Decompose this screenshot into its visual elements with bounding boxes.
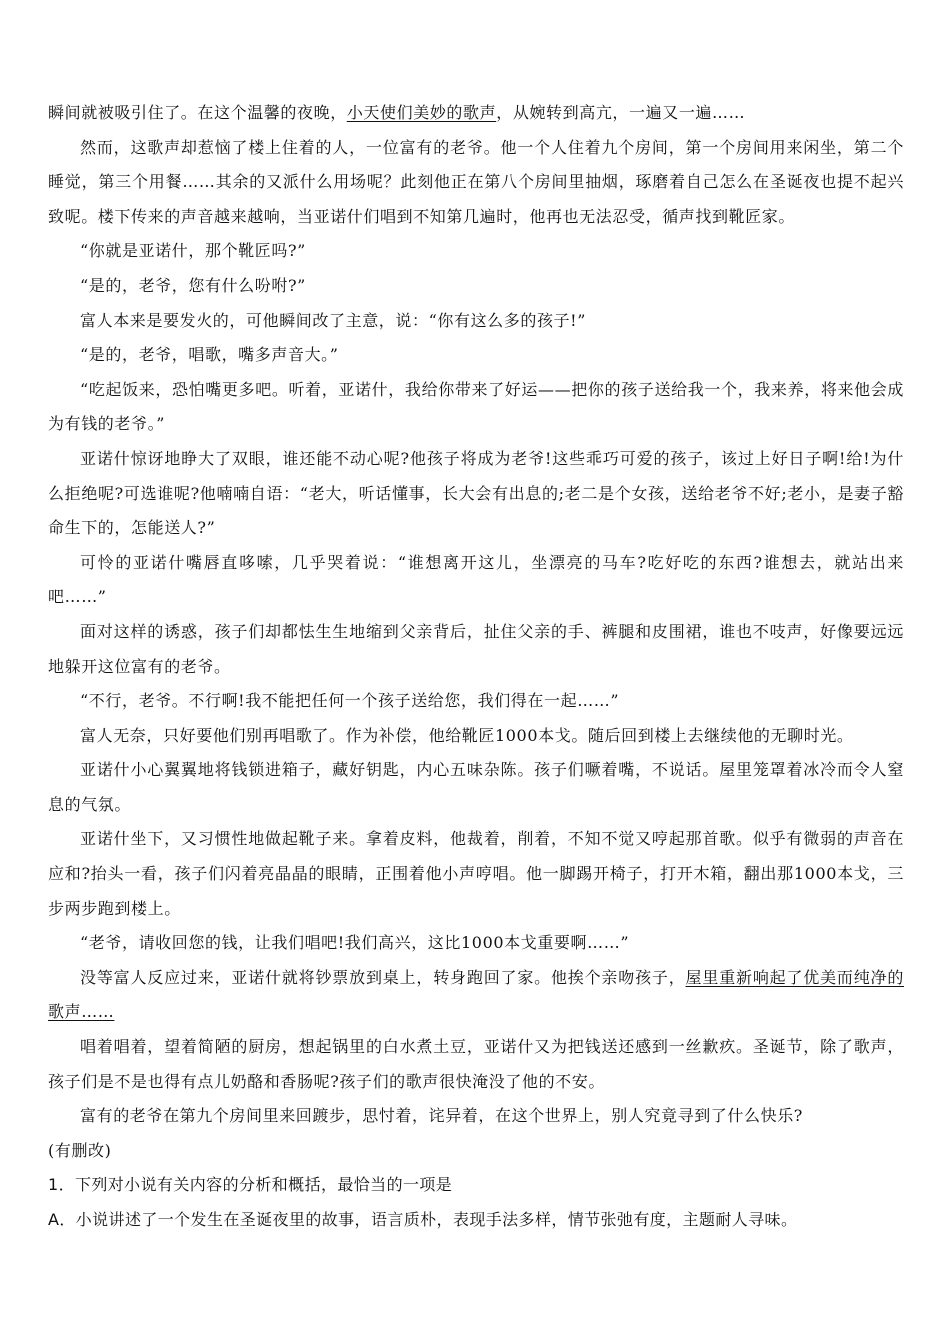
paragraph-11: “不行，老爷。不行啊!我不能把任何一个孩子送给您，我们得在一起……” (80, 691, 620, 711)
paragraph-2: 然而，这歌声却惹恼了楼上住着的人，一位富有的老爷。他一个人住着九个房间，第一个房间用来闲坐，第二个睡觉，第三个用餐……其余的又派什么用场呢？此刻他正在第八个房间里抽烟，琢磨着自己怎么在圣诞夜也提不起兴致呢。楼下传来的声音越来越响，当亚诺什们唱到不知第几遍时，他再也无法忍受，循声找到靴匠家。 (48, 137, 904, 226)
paragraph-1-text-end: ，从婉转到高亢，一遍又一遍…… (496, 103, 746, 122)
underlined-phrase-singing-again: 屋里重新响起了优美而纯净的歌声…… (48, 967, 904, 1022)
underlined-phrase-angels-singing: 小天使们美妙的歌声 (346, 103, 497, 122)
paragraph-14: 亚诺什坐下，又习惯性地做起靴子来。拿着皮料，他裁着，削着，不知不觉又哼起那首歌。似乎有微弱的声音在应和?抬头一看，孩子们闪着亮晶晶的眼睛，正围着他小声哼唱。他一脚踢开椅子，打开木箱，翻出那1000本戈，三步两步跑到楼上。 (48, 829, 904, 918)
paragraph-9: 可怜的亚诺什嘴唇直哆嗦，几乎哭着说：“谁想离开这儿，坐漂亮的马车?吃好吃的东西?谁想去，就站出来吧……” (48, 552, 904, 607)
passage-body (48, 96, 904, 1238)
paragraph-8: 亚诺什惊讶地睁大了双眼，谁还能不动心呢?他孩子将成为老爷!这些乖巧可爱的孩子，该过上好日子啊!给!为什么拒绝呢?可选谁呢?他喃喃自语：“老大，听话懂事，长大会有出息的;老二是个女孩，送给老爷不好;老小，是妻子豁命生下的，怎能送人?” (48, 448, 904, 538)
paragraph-16 (48, 961, 904, 1030)
paragraph-16-text: 没等富人反应过来，亚诺什就将钞票放到桌上，转身跑回了家。他挨个亲吻孩子， (80, 967, 686, 987)
paragraph-6: “是的，老爷，唱歌，嘴多声音大。” (80, 345, 339, 365)
paragraph-15: “老爷，请收回您的钱，让我们唱吧!我们高兴，这比1000本戈重要啊……” (80, 933, 630, 953)
paragraph-1 (48, 96, 904, 131)
paragraph-5: 富人本来是要发火的，可他瞬间改了主意，说：“你有这么多的孩子!” (80, 310, 586, 330)
paragraph-17: 唱着唱着，望着简陋的厨房，想起锅里的白水煮土豆，亚诺什又为把钱送还感到一丝歉疚。圣诞节，除了歌声，孩子们是不是也得有点儿奶酪和香肠呢?孩子们的歌声很快淹没了他的不安。 (48, 1037, 904, 1091)
paragraph-13: 亚诺什小心翼翼地将钱锁进箱子，藏好钥匙，内心五味杂陈。孩子们噘着嘴，不说话。屋里笼罩着冰冷而令人窒息的气氛。 (48, 760, 904, 814)
paragraph-3: “你就是亚诺什，那个靴匠吗?” (80, 241, 306, 261)
question-1-stem: 1．下列对小说有关内容的分析和概括，最恰当的一项是 (48, 1175, 453, 1195)
paragraph-10: 面对这样的诱惑，孩子们却都怯生生地缩到父亲背后，扯住父亲的手、裤腿和皮围裙，谁也不吱声，好像要远远地躲开这位富有的老爷。 (48, 621, 904, 676)
paragraph-18: 富有的老爷在第九个房间里来回踱步，思忖着，诧异着，在这个世界上，别人究竟寻到了什么快乐? (80, 1106, 803, 1126)
source-note: (有删改) (48, 1140, 112, 1160)
paragraph-1-text: 瞬间就被吸引住了。在这个温馨的夜晚， (48, 103, 347, 122)
question-1-option-a: A．小说讲述了一个发生在圣诞夜里的故事，语言质朴，表现手法多样，情节张弛有度，主题耐人寻味。 (48, 1210, 798, 1229)
paragraph-12: 富人无奈，只好要他们别再唱歌了。作为补偿，他给靴匠1000本戈。随后回到楼上去继续他的无聊时光。 (80, 725, 854, 745)
paragraph-7: “吃起饭来，恐怕嘴更多吧。听着，亚诺什，我给你带来了好运——把你的孩子送给我一个，我来养，将来他会成为有钱的老爷。” (48, 379, 904, 434)
paragraph-4: “是的，老爷，您有什么吩咐?” (80, 275, 306, 295)
